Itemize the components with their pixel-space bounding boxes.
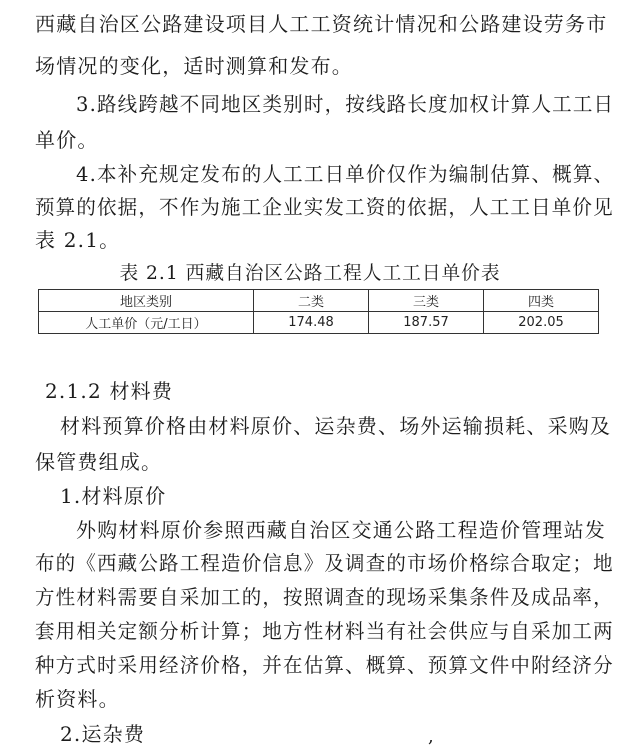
paragraph-line: 方性材料需要自采加工的，按照调查的现场采集条件及成品率， bbox=[35, 585, 614, 609]
section-heading: 2.1.2 材料费 bbox=[45, 379, 174, 403]
table-header-cell: 四类 bbox=[484, 290, 599, 312]
table-header-cell: 三类 bbox=[369, 290, 484, 312]
table-cell: 202.05 bbox=[484, 312, 599, 334]
paragraph-line: 3.路线跨越不同地区类别时，按线路长度加权计算人工工日 bbox=[76, 92, 615, 116]
paragraph-line: 析资料。 bbox=[35, 687, 120, 711]
table-row bbox=[39, 312, 599, 334]
paragraph-line: 表 2.1。 bbox=[35, 228, 121, 252]
paragraph-line: 预算的依据，不作为施工企业实发工资的依据，人工工日单价见 bbox=[35, 195, 614, 219]
table-cell: 174.48 bbox=[254, 312, 369, 334]
table-header-cell: 二类 bbox=[254, 290, 369, 312]
paragraph-line: 保管费组成。 bbox=[35, 450, 163, 474]
table-header-cell: 地区类别 bbox=[39, 290, 254, 312]
table-caption: 表 2.1 西藏自治区公路工程人工工日单价表 bbox=[119, 262, 501, 284]
paragraph-line: 西藏自治区公路建设项目人工工资统计情况和公路建设劳务市 bbox=[35, 12, 608, 36]
paragraph-line: 外购材料原价参照西藏自治区交通公路工程造价管理站发 bbox=[76, 518, 606, 542]
paragraph-line: 种方式时采用经济价格，并在估算、概算、预算文件中附经济分 bbox=[35, 653, 614, 677]
table-header-row bbox=[39, 290, 599, 312]
price-table bbox=[38, 289, 599, 334]
table-cell: 人工单价（元/工日） bbox=[39, 312, 254, 334]
paragraph-line: 布的《西藏公路工程造价信息》及调查的市场价格综合取定；地 bbox=[35, 551, 614, 575]
paragraph-line: 场情况的变化，适时测算和发布。 bbox=[35, 54, 353, 78]
paragraph-line: 材料预算价格由材料原价、运杂费、场外运输损耗、采购及 bbox=[60, 414, 612, 438]
table-cell: 187.57 bbox=[369, 312, 484, 334]
paragraph-line: 4.本补充规定发布的人工工日单价仅作为编制估算、概算、 bbox=[76, 162, 615, 186]
subsection-heading: 1.材料原价 bbox=[60, 484, 167, 508]
stray-mark: , bbox=[428, 726, 434, 747]
paragraph-line: 套用相关定额分析计算；地方性材料当有社会供应与自采加工两 bbox=[35, 619, 614, 643]
paragraph-line: 单价。 bbox=[35, 128, 99, 152]
subsection-heading: 2.运杂费 bbox=[60, 722, 146, 746]
